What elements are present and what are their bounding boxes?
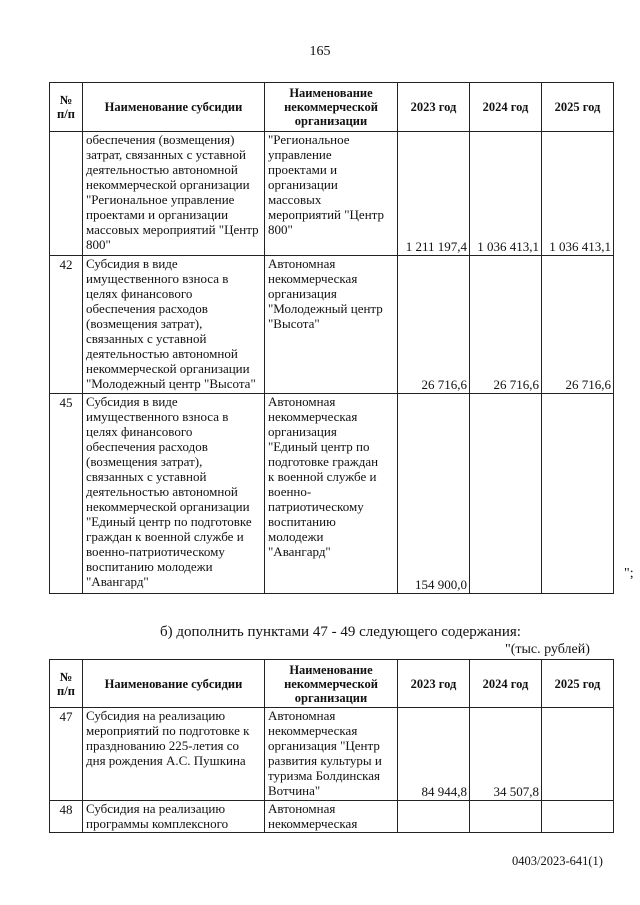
row-num: 47 [50,708,83,801]
row-2024: 1 036 413,1 [470,132,542,256]
subsidy-table [49,82,614,594]
header-org: Наименование некоммерческой организации [265,660,398,708]
row-org: Автономная некоммерческая организация "Единый центр по подготовке граждан к военной службе и военно- патриотическому воспитанию молодежи "Авангард" [265,394,398,594]
row-2025 [542,708,614,801]
row-2025 [542,801,614,833]
header-2025: 2025 год [542,660,614,708]
header-org: Наименование некоммерческой организации [265,83,398,132]
row-2023: 154 900,0 [398,394,470,594]
row-2024 [470,801,542,833]
row-subsidy: Субсидия на реализацию мероприятий по подготовке к празднованию 225-летия со дня рождения А.С. Пушкина [83,708,265,801]
header-num: № п/п [50,660,83,708]
table-header-row [50,83,614,132]
row-2023: 26 716,6 [398,256,470,394]
header-2023: 2023 год [398,83,470,132]
header-subsidy: Наименование субсидии [83,660,265,708]
row-2025 [542,394,614,594]
header-2024: 2024 год [470,660,542,708]
row-num: 42 [50,256,83,394]
table-closing-quote: "; [624,566,634,581]
row-subsidy: обеспечения (возмещения) затрат, связанных с уставной деятельностью автономной некоммерческой организации "Региональное управление проектами и организации массовых мероприятий "Центр 800" [83,132,265,256]
row-2024: 26 716,6 [470,256,542,394]
row-subsidy: Субсидия в виде имущественного взноса в целях финансового обеспечения расходов (возмещения затрат), связанных с уставной деятельностью автономной некоммерческой организации "Единый центр по подготовке граждан к военной службе и военно-патриотическому воспитанию молодежи "Авангард" [83,394,265,594]
subsidy-table-additions [49,659,614,833]
header-2024: 2024 год [470,83,542,132]
row-2024: 34 507,8 [470,708,542,801]
header-2023: 2023 год [398,660,470,708]
units-label: "(тыс. рублей) [505,642,590,657]
row-org: Автономная некоммерческая организация "Центр развития культуры и туризма Болдинская Вотчина" [265,708,398,801]
header-2025: 2025 год [542,83,614,132]
row-2023: 1 211 197,4 [398,132,470,256]
row-num: 45 [50,394,83,594]
table-row [50,256,614,394]
row-subsidy: Субсидия в виде имущественного взноса в целях финансового обеспечения расходов (возмещения затрат), связанных с уставной деятельностью автономной некоммерческой организации "Молодежный центр "Высота" [83,256,265,394]
row-num [50,132,83,256]
row-2025: 26 716,6 [542,256,614,394]
row-org: "Региональное управление проектами и организации массовых мероприятий "Центр 800" [265,132,398,256]
row-org: Автономная некоммерческая организация "Молодежный центр "Высота" [265,256,398,394]
row-num: 48 [50,801,83,833]
document-code: 0403/2023-641(1) [512,854,603,868]
row-2023 [398,801,470,833]
section-heading: б) дополнить пунктами 47 - 49 следующего содержания: [160,624,521,640]
row-2025: 1 036 413,1 [542,132,614,256]
table-row [50,132,614,256]
row-2024 [470,394,542,594]
table-row [50,394,614,594]
table-header-row [50,660,614,708]
page-number: 165 [309,44,331,59]
row-subsidy: Субсидия на реализацию программы комплексного [83,801,265,833]
header-subsidy: Наименование субсидии [83,83,265,132]
row-org: Автономная некоммерческая [265,801,398,833]
header-num: № п/п [50,83,83,132]
table-row [50,801,614,833]
table-row [50,708,614,801]
row-2023: 84 944,8 [398,708,470,801]
